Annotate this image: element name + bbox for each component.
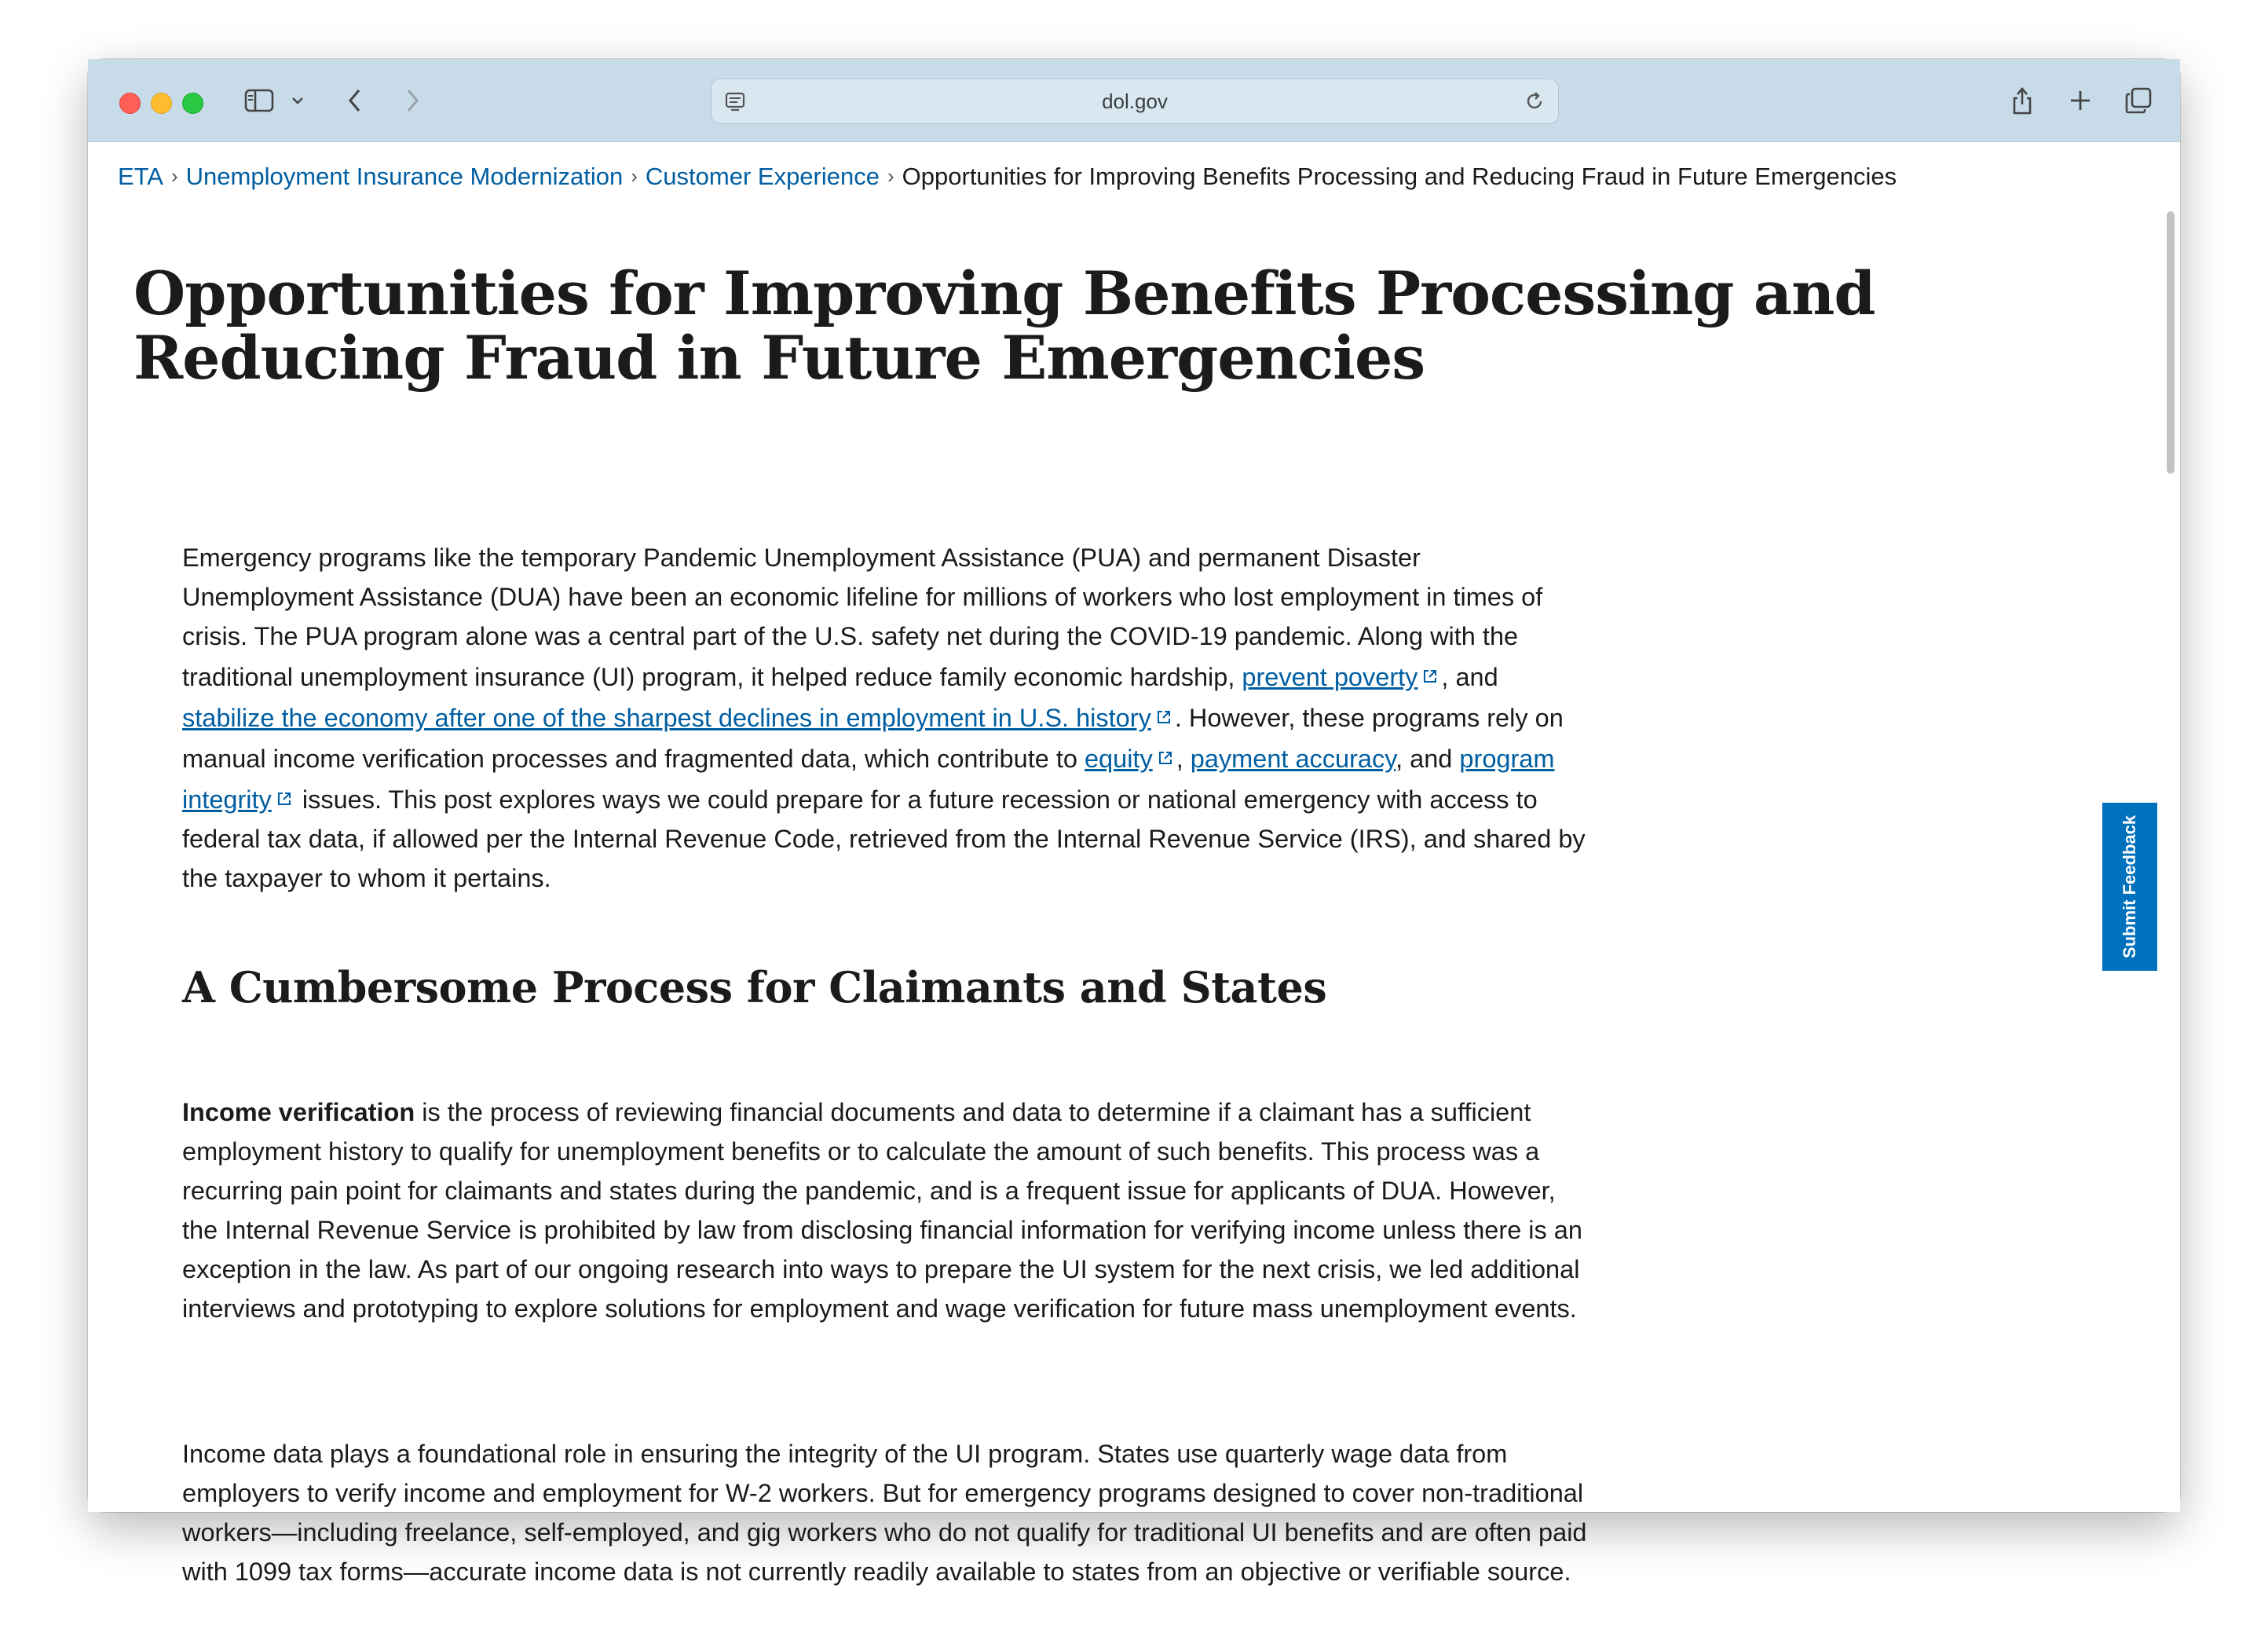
external-link-icon [1156, 697, 1172, 736]
scrollbar-thumb[interactable] [2167, 211, 2175, 474]
income-verification-text: is the process of reviewing financial documents and data to determine if a claimant has a sufficient employment history to qualify for unemployment benefits or to calculate the amount of such benefits. This process was a recurring pain point for claimants and states during the pandemic, and is a frequent issue for applicants of DUA. However, the Internal Revenue Service is prohibited by law from disclosing financial information for verifying income unless there is an exception in the law. As part of our ongoing research into ways to prepare the UI system for the next crisis, we led additional interviews and prototyping to explore solutions for employment and wage verification for future mass unemployment events. [182, 1098, 1582, 1323]
zoom-window-button[interactable] [182, 93, 203, 114]
section-heading: A Cumbersome Process for Claimants and States [182, 962, 1327, 1012]
address-text: dol.gov [1102, 90, 1168, 113]
close-window-button[interactable] [119, 93, 141, 114]
sidebar-toggle-icon[interactable] [241, 82, 277, 119]
submit-feedback-label: Submit Feedback [2120, 814, 2139, 959]
page-content [88, 142, 2180, 1586]
program-integrity-link[interactable]: program integrity [182, 745, 1555, 814]
new-tab-icon[interactable] [2062, 82, 2098, 119]
intro-text: , [1176, 745, 1191, 773]
income-verification-paragraph [182, 1093, 1588, 1328]
chevron-down-icon[interactable] [288, 82, 307, 119]
external-link-icon [1158, 738, 1173, 777]
tab-overview-icon[interactable] [2120, 82, 2156, 119]
intro-text: Emergency programs like the temporary Pandemic Unemployment Assistance (PUA) and permanent Disaster Unemployment Assistance (DUA) have been an economic lifeline for millions of workers who lost employment in times of crisis. The PUA program alone was a central part of the U.S. safety net during the COVID-19 pandemic. Along with the traditional unemployment insurance (UI) program, it helped reduce family economic hardship, [182, 544, 1543, 691]
page-scrollbar[interactable] [2161, 142, 2180, 1512]
intro-text: , and [1441, 663, 1498, 691]
income-data-paragraph: Income data plays a foundational role in ensuring the integrity of the UI program. States use quarterly wage data from employers to verify income and employment for W-2 workers. But for emergency programs designed to cover non-traditional workers—including freelance, self-employed, and gig workers who do not qualify for traditional UI benefits and are often paid with 1099 tax forms—accurate income data is not currently readily available to states from an objective or verifiable source. [182, 1440, 1587, 1586]
breadcrumb [118, 159, 1897, 195]
browser-window [88, 59, 2180, 1586]
breadcrumb-separator-icon: › [631, 164, 638, 188]
browser-toolbar [88, 59, 2180, 142]
intro-text: , and [1396, 745, 1460, 773]
breadcrumb-separator-icon: › [887, 164, 894, 188]
stabilize-economy-link[interactable]: stabilize the economy after one of the sharpest declines in employment in U.S. history [182, 704, 1151, 732]
breadcrumb-link-eta[interactable]: ETA [118, 163, 163, 190]
forward-icon[interactable] [397, 82, 428, 119]
submit-feedback-button[interactable] [2102, 803, 2157, 971]
minimize-window-button[interactable] [151, 93, 172, 114]
page-title: Opportunities for Improving Benefits Processing and Reducing Fraud in Future Emergencies [134, 258, 1875, 393]
breadcrumb-current: Opportunities for Improving Benefits Processing and Reducing Fraud in Future Emergencies [902, 163, 1897, 190]
equity-link[interactable]: equity [1084, 745, 1153, 773]
intro-text: issues. This post explores ways we could prepare for a future recession or national emergency with access to federal tax data, if allowed per the Internal Revenue Code, retrieved from the Internal Revenue Service (IRS), and shared by the taxpayer to whom it pertains. [182, 785, 1586, 892]
payment-accuracy-link[interactable]: payment accuracy [1190, 745, 1396, 773]
intro-paragraph [182, 538, 1588, 898]
breadcrumb-link-ui-modernization[interactable]: Unemployment Insurance Modernization [185, 163, 624, 190]
prevent-poverty-link[interactable]: prevent poverty [1242, 663, 1418, 691]
reload-icon[interactable] [1519, 83, 1550, 119]
external-link-icon [1422, 656, 1438, 695]
back-icon[interactable] [339, 82, 371, 119]
income-verification-term: Income verification [182, 1098, 415, 1126]
breadcrumb-separator-icon: › [171, 164, 178, 188]
external-link-icon [276, 778, 292, 818]
breadcrumb-link-customer-experience[interactable]: Customer Experience [645, 163, 880, 190]
share-icon[interactable] [2004, 82, 2040, 119]
address-bar[interactable] [711, 79, 1559, 124]
intro-text: . However, these programs rely on manual income verification processes and fragmented data, which contribute to [182, 704, 1564, 773]
